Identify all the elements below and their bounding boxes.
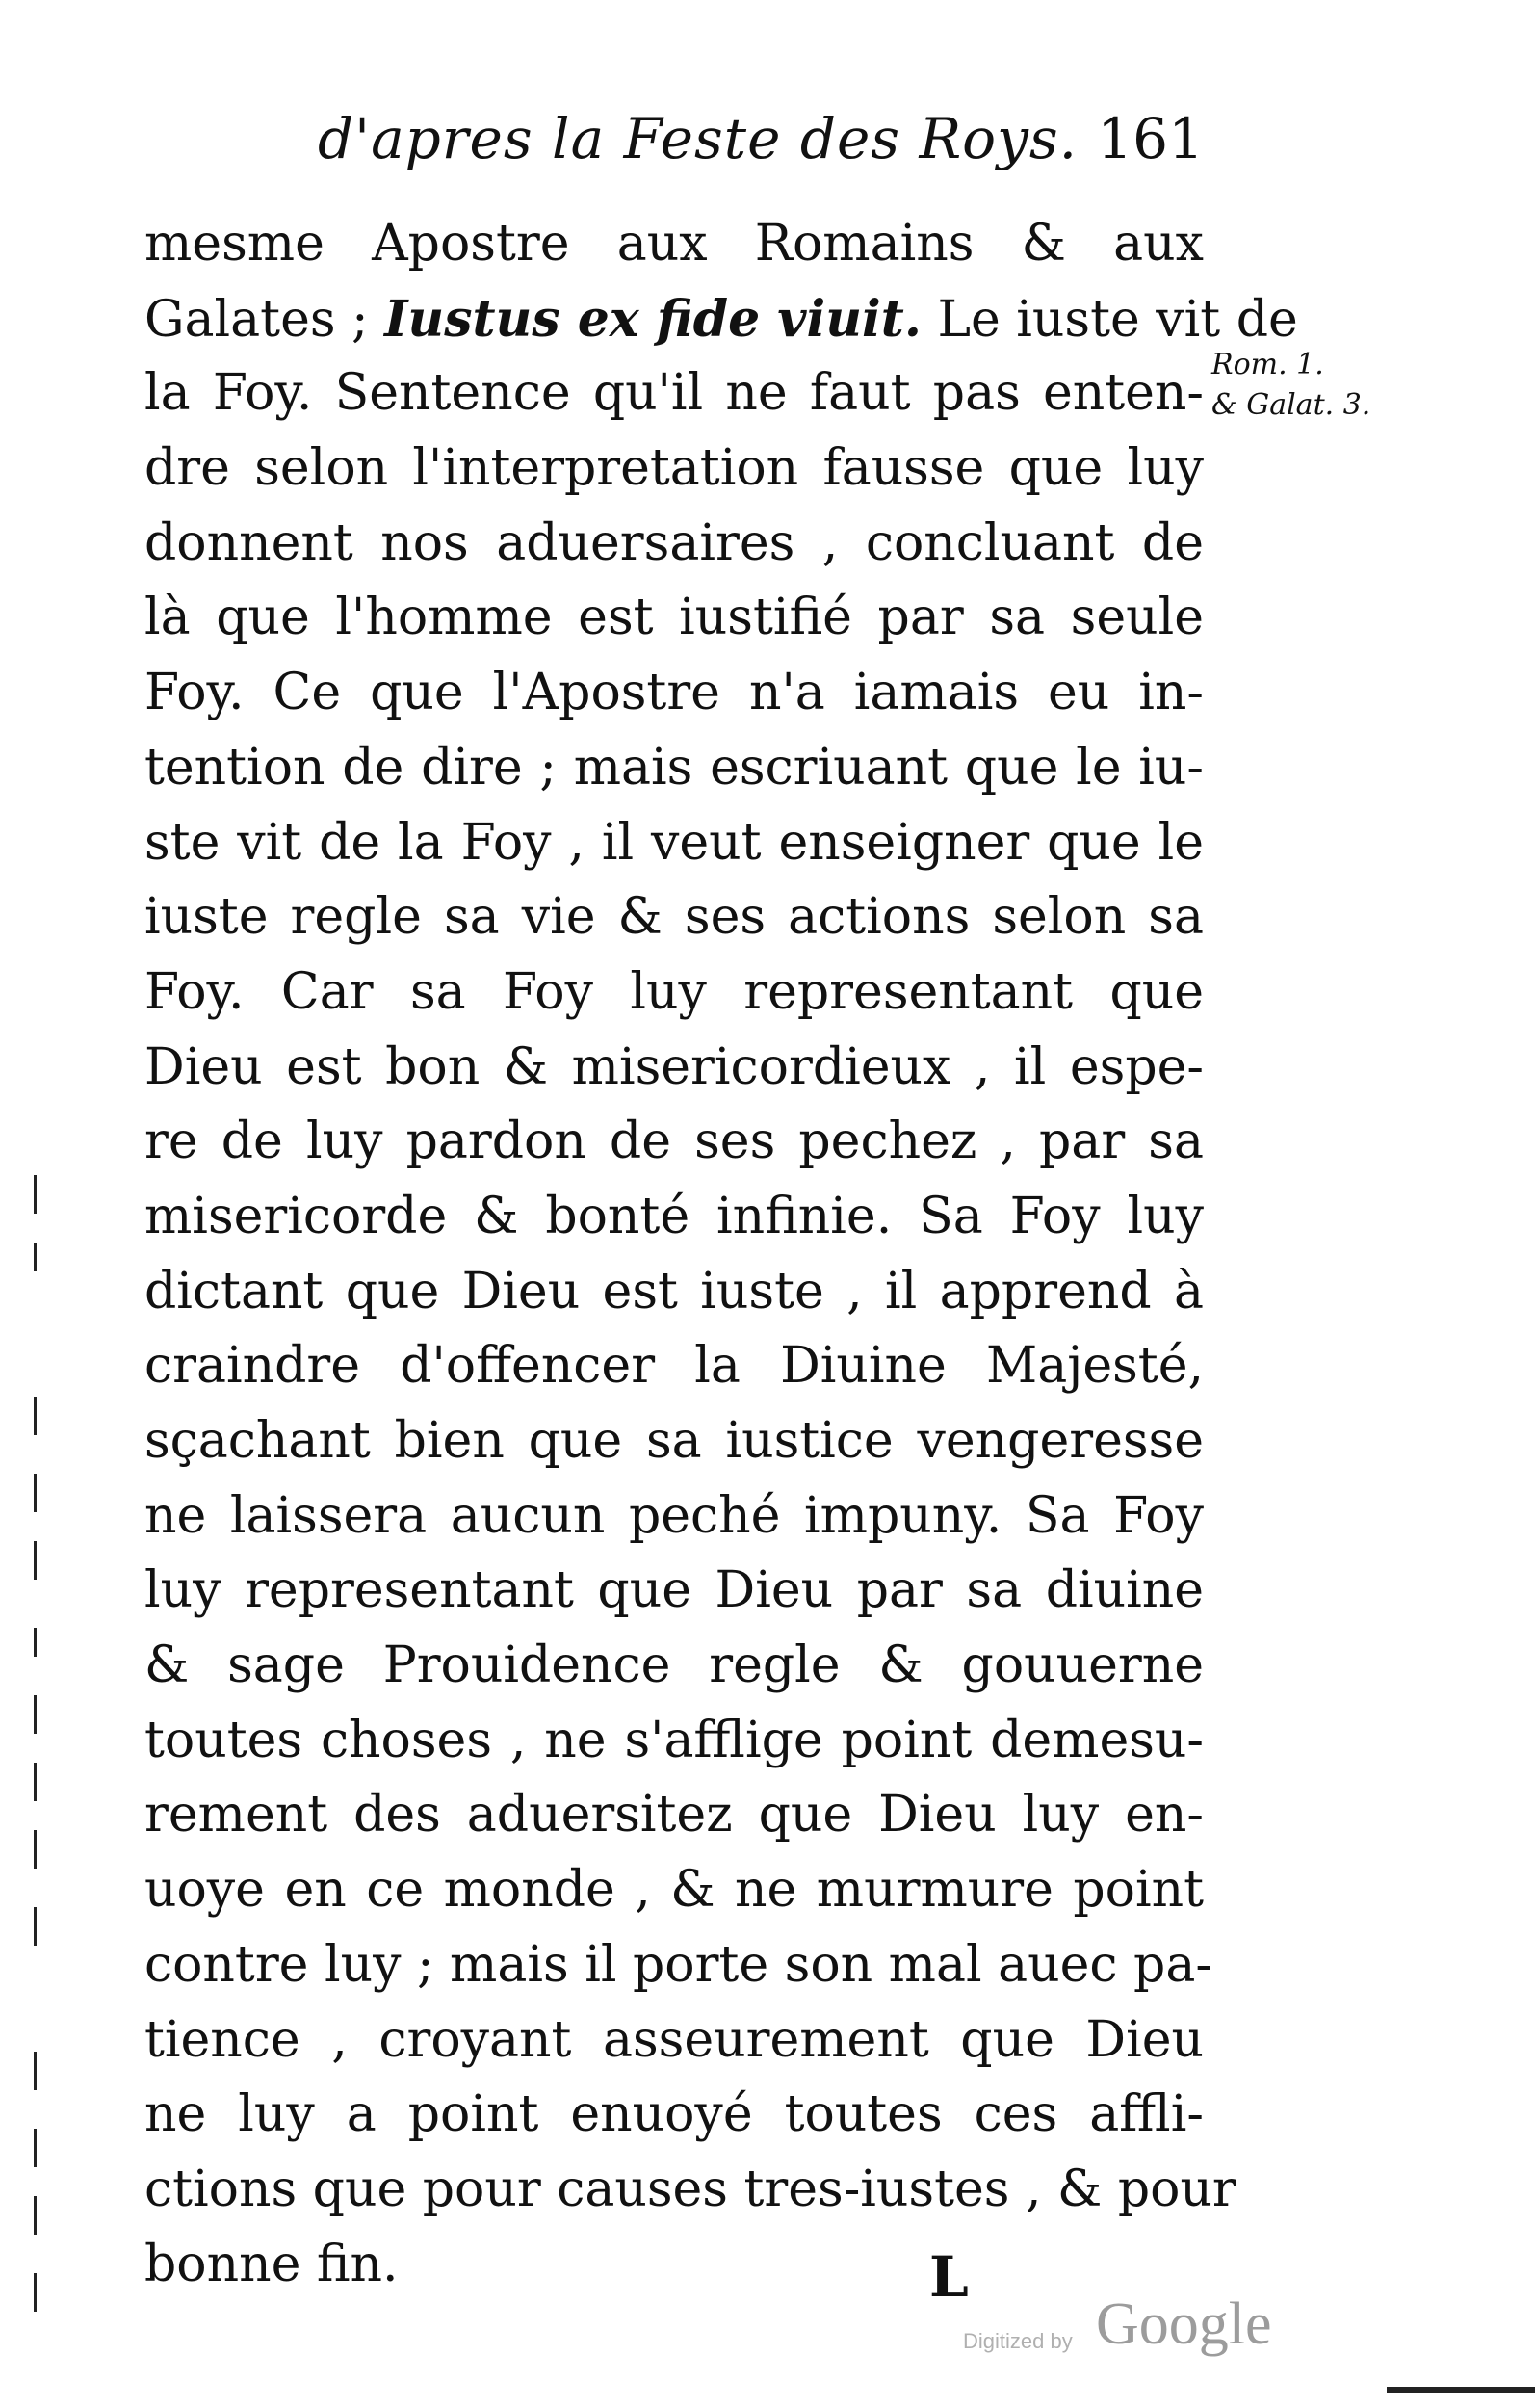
gutter-mark <box>34 1907 37 1946</box>
running-title: d'apres la Feste des Roys. <box>318 106 1079 171</box>
text-line: ctions que pour causes tres-iustes , & pour <box>144 2159 1236 2218</box>
gutter-mark <box>34 1397 37 1435</box>
gutter-mark <box>34 2129 37 2167</box>
gutter-mark <box>34 1474 37 1512</box>
text-line: dictant que Dieu est iuste , il apprend à <box>144 1262 1204 1321</box>
text-line: tention de dire ; mais escriuant que le iu- <box>144 738 1204 797</box>
text-line: misericorde & bonté infinie. Sa Foy luy <box>144 1187 1204 1245</box>
text-line: là que l'homme est iustifié par sa seule <box>144 589 1204 647</box>
google-wordmark: Google <box>1096 2291 1272 2357</box>
text-line: Dieu est bon & misericordieux , il espe- <box>144 1037 1204 1096</box>
text-line: donnent nos aduersaires , concluant de <box>144 513 1204 572</box>
text-line: luy representant que Dieu par sa diuine <box>144 1561 1204 1620</box>
text-line: la Foy. Sentence qu'il ne faut pas enten- <box>144 364 1204 423</box>
text-line: sçachant bien que sa iustice vengeresse <box>144 1412 1204 1470</box>
text-line: toutes choses , ne s'afflige point demesu- <box>144 1711 1204 1769</box>
text-line: & sage Prouidence regle & gouuerne <box>144 1636 1204 1695</box>
text-line: mesme Apostre aux Romains & aux <box>144 215 1204 273</box>
running-head <box>318 106 1204 173</box>
text-line: contre luy ; mais il porte son mal auec pa- <box>144 1935 1212 1994</box>
text-line: re de luy pardon de ses pechez , par sa <box>144 1112 1204 1171</box>
text-line: tience , croyant asseurement que Dieu <box>144 2010 1204 2069</box>
margin-note <box>1211 345 1370 426</box>
digitized-by-label: Digitized by <box>963 2329 1073 2353</box>
gutter-mark <box>34 1175 37 1214</box>
text-line: Foy. Ce que l'Apostre n'a iamais eu in- <box>144 664 1204 722</box>
gutter-mark <box>34 1830 37 1869</box>
text-line: craindre d'offencer la Diuine Majesté, <box>144 1337 1204 1396</box>
gutter-mark <box>34 1628 37 1657</box>
page-corner-shadow <box>1387 2387 1535 2393</box>
gutter-mark <box>34 2052 37 2090</box>
catchword: L <box>929 2244 969 2310</box>
text-line: uoye en ce monde , & ne murmure point <box>144 1861 1204 1920</box>
text-line <box>144 282 1298 357</box>
text-line: bonne fin. <box>144 2235 399 2293</box>
gutter-mark <box>34 1541 37 1580</box>
gutter-mark <box>34 1763 37 1801</box>
text-line: ste vit de la Foy , il veut enseigner que le <box>144 813 1204 872</box>
text-line-tail: Le iuste vit de <box>937 290 1298 349</box>
margin-note-line: & Galat. 3. <box>1211 388 1371 422</box>
digitized-by-google-watermark <box>963 2290 1281 2368</box>
text-line: dre selon l'interpretation fausse que luy <box>144 439 1204 498</box>
gutter-mark <box>34 2273 37 2312</box>
margin-note-line: Rom. 1. <box>1211 348 1324 381</box>
text-line: iuste regle sa vie & ses actions selon sa <box>144 888 1204 947</box>
text-line: ne laissera aucun peché impuny. Sa Foy <box>144 1486 1204 1545</box>
gutter-mark <box>34 1243 37 1271</box>
page-number: 161 <box>1097 106 1204 171</box>
latin-quotation: Iustus ex fide viuit. <box>384 289 922 349</box>
text-line: Foy. Car sa Foy luy representant que <box>144 962 1204 1021</box>
gutter-mark <box>34 2196 37 2235</box>
gutter-mark <box>34 1695 37 1734</box>
text-line: rement des aduersitez que Dieu luy en- <box>144 1786 1204 1845</box>
text-line: ne luy a point enuoyé toutes ces affli- <box>144 2085 1204 2144</box>
text-line-lead: Galates ; <box>144 290 369 349</box>
